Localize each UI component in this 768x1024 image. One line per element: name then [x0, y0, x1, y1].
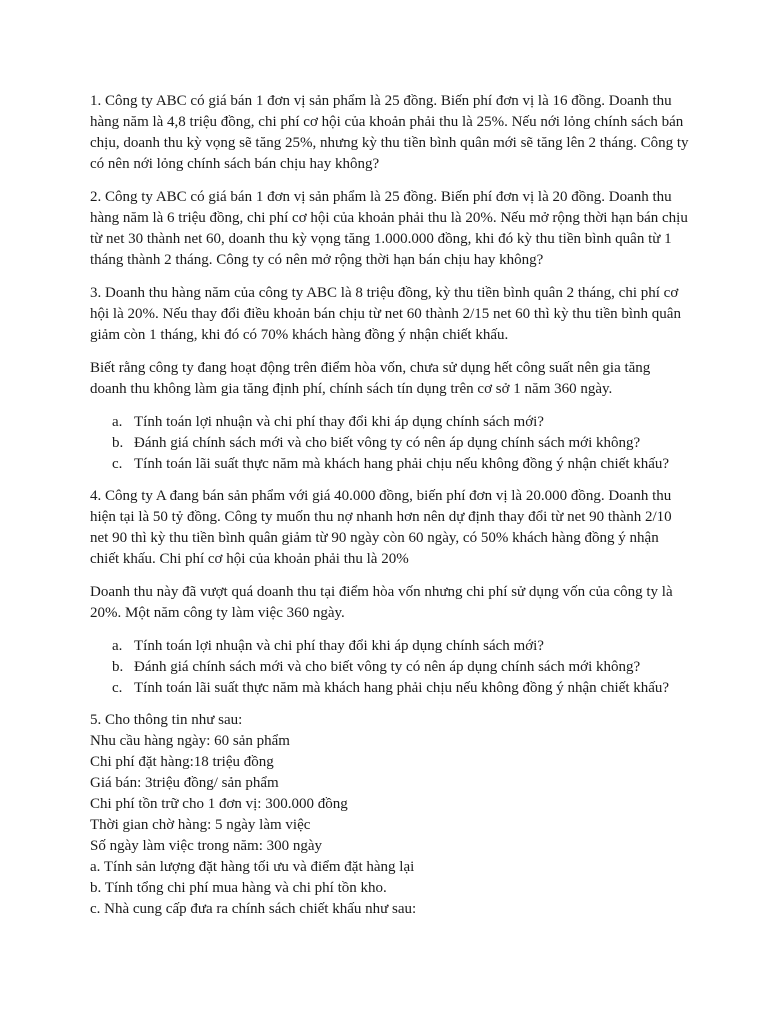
question-4-tasks — [90, 636, 690, 699]
question-5-heading: 5. Cho thông tin như sau: — [90, 712, 243, 728]
task-text: Tính toán lãi suất thực năm mà khách hang phải chịu nếu không đồng ý nhận chiết khấu? — [134, 456, 670, 472]
task-text: Đánh giá chính sách mới và cho biết vông ty có nên áp dụng chính sách mới không? — [134, 659, 641, 675]
question-4-task-b — [90, 657, 690, 678]
question-1: 1. Công ty ABC có giá bán 1 đơn vị sản phẩm là 25 đồng. Biến phí đơn vị là 16 đồng. Doanh thu hàng năm là 4,8 triệu đồng, chi phí cơ hội của khoản phải thu là 25%. Nếu nới lỏng chính sách bán chịu, doanh thu kỳ vọng sẽ tăng 25%, nhưng kỳ thu tiền bình quân mới sẽ tăng lên 2 tháng. Công ty có nên nới lỏng chính sách bán chịu hay không? — [90, 93, 689, 172]
question-3-tasks — [90, 412, 690, 475]
document-body — [90, 91, 690, 920]
task-marker: a. — [112, 414, 123, 430]
task-marker: a. — [112, 638, 123, 654]
question-3-intro: 3. Doanh thu hàng năm của công ty ABC là 8 triệu đồng, kỳ thu tiền bình quân 2 tháng, chi phí cơ hội là 20%. Nếu thay đổi điều khoản bán chịu từ net 60 thành 2/15 net 60 thì kỳ thu tiền bình quân giảm còn 1 tháng, khi đó có 70% khách hàng đồng ý nhận chiết khấu. — [90, 285, 681, 343]
task-marker: c. — [112, 456, 123, 472]
question-3-task-a — [90, 412, 690, 433]
task-text: Đánh giá chính sách mới và cho biết vông ty có nên áp dụng chính sách mới không? — [134, 435, 641, 451]
question-5-line: Giá bán: 3triệu đồng/ sản phẩm — [90, 775, 279, 791]
task-marker: c. — [112, 680, 123, 696]
question-4-task-c — [90, 678, 690, 699]
question-4-note: Doanh thu này đã vượt quá doanh thu tại điểm hòa vốn nhưng chi phí sử dụng vốn của công ty là 20%. Một năm công ty làm việc 360 ngày. — [90, 584, 673, 621]
task-text: Tính toán lợi nhuận và chi phí thay đổi khi áp dụng chính sách mới? — [134, 414, 544, 430]
question-5 — [90, 710, 690, 920]
question-5-task-c: c. Nhà cung cấp đưa ra chính sách chiết khấu như sau: — [90, 901, 417, 917]
question-5-line: Nhu cầu hàng ngày: 60 sản phẩm — [90, 733, 290, 749]
question-5-task-b: b. Tính tổng chi phí mua hàng và chi phí tồn kho. — [90, 880, 387, 896]
question-3-note: Biết rằng công ty đang hoạt động trên điểm hòa vốn, chưa sử dụng hết công suất nên gia tăng doanh thu không làm gia tăng định phí, chính sách tín dụng trên cơ sở 1 năm 360 ngày. — [90, 360, 651, 397]
task-marker: b. — [112, 435, 124, 451]
task-marker: b. — [112, 659, 124, 675]
question-3-task-b — [90, 433, 690, 454]
task-text: Tính toán lợi nhuận và chi phí thay đổi khi áp dụng chính sách mới? — [134, 638, 544, 654]
question-5-task-a: a. Tính sản lượng đặt hàng tối ưu và điểm đặt hàng lại — [90, 859, 415, 875]
question-5-line: Thời gian chờ hàng: 5 ngày làm việc — [90, 817, 311, 833]
question-5-line: Số ngày làm việc trong năm: 300 ngày — [90, 838, 323, 854]
question-5-line: Chi phí đặt hàng:18 triệu đồng — [90, 754, 274, 770]
question-3-task-c — [90, 454, 690, 475]
question-2: 2. Công ty ABC có giá bán 1 đơn vị sản phẩm là 25 đồng. Biến phí đơn vị là 20 đồng. Doanh thu hàng năm là 6 triệu đồng, chi phí cơ hội của khoản phải thu là 20%. Nếu mở rộng thời hạn bán chịu từ net 30 thành net 60, doanh thu kỳ vọng tăng 1.000.000 đồng, khi đó kỳ thu tiền bình quân từ 1 tháng thành 2 tháng. Công ty có nên mở rộng thời hạn bán chịu hay không? — [90, 189, 688, 268]
question-4-intro: 4. Công ty A đang bán sản phẩm với giá 40.000 đồng, biến phí đơn vị là 20.000 đồng. Doanh thu hiện tại là 50 tỷ đồng. Công ty muốn thu nợ nhanh hơn nên dự định thay đổi từ net 90 thành 2/10 net 90 thì kỳ thu tiền bình quân giảm từ 90 ngày còn 60 ngày, có 50% khách hàng đồng ý nhận chiết khấu. Chi phí cơ hội của khoản phải thu là 20% — [90, 488, 672, 567]
question-5-line: Chi phí tồn trữ cho 1 đơn vị: 300.000 đồng — [90, 796, 348, 812]
question-4-task-a — [90, 636, 690, 657]
task-text: Tính toán lãi suất thực năm mà khách hang phải chịu nếu không đồng ý nhận chiết khấu? — [134, 680, 670, 696]
